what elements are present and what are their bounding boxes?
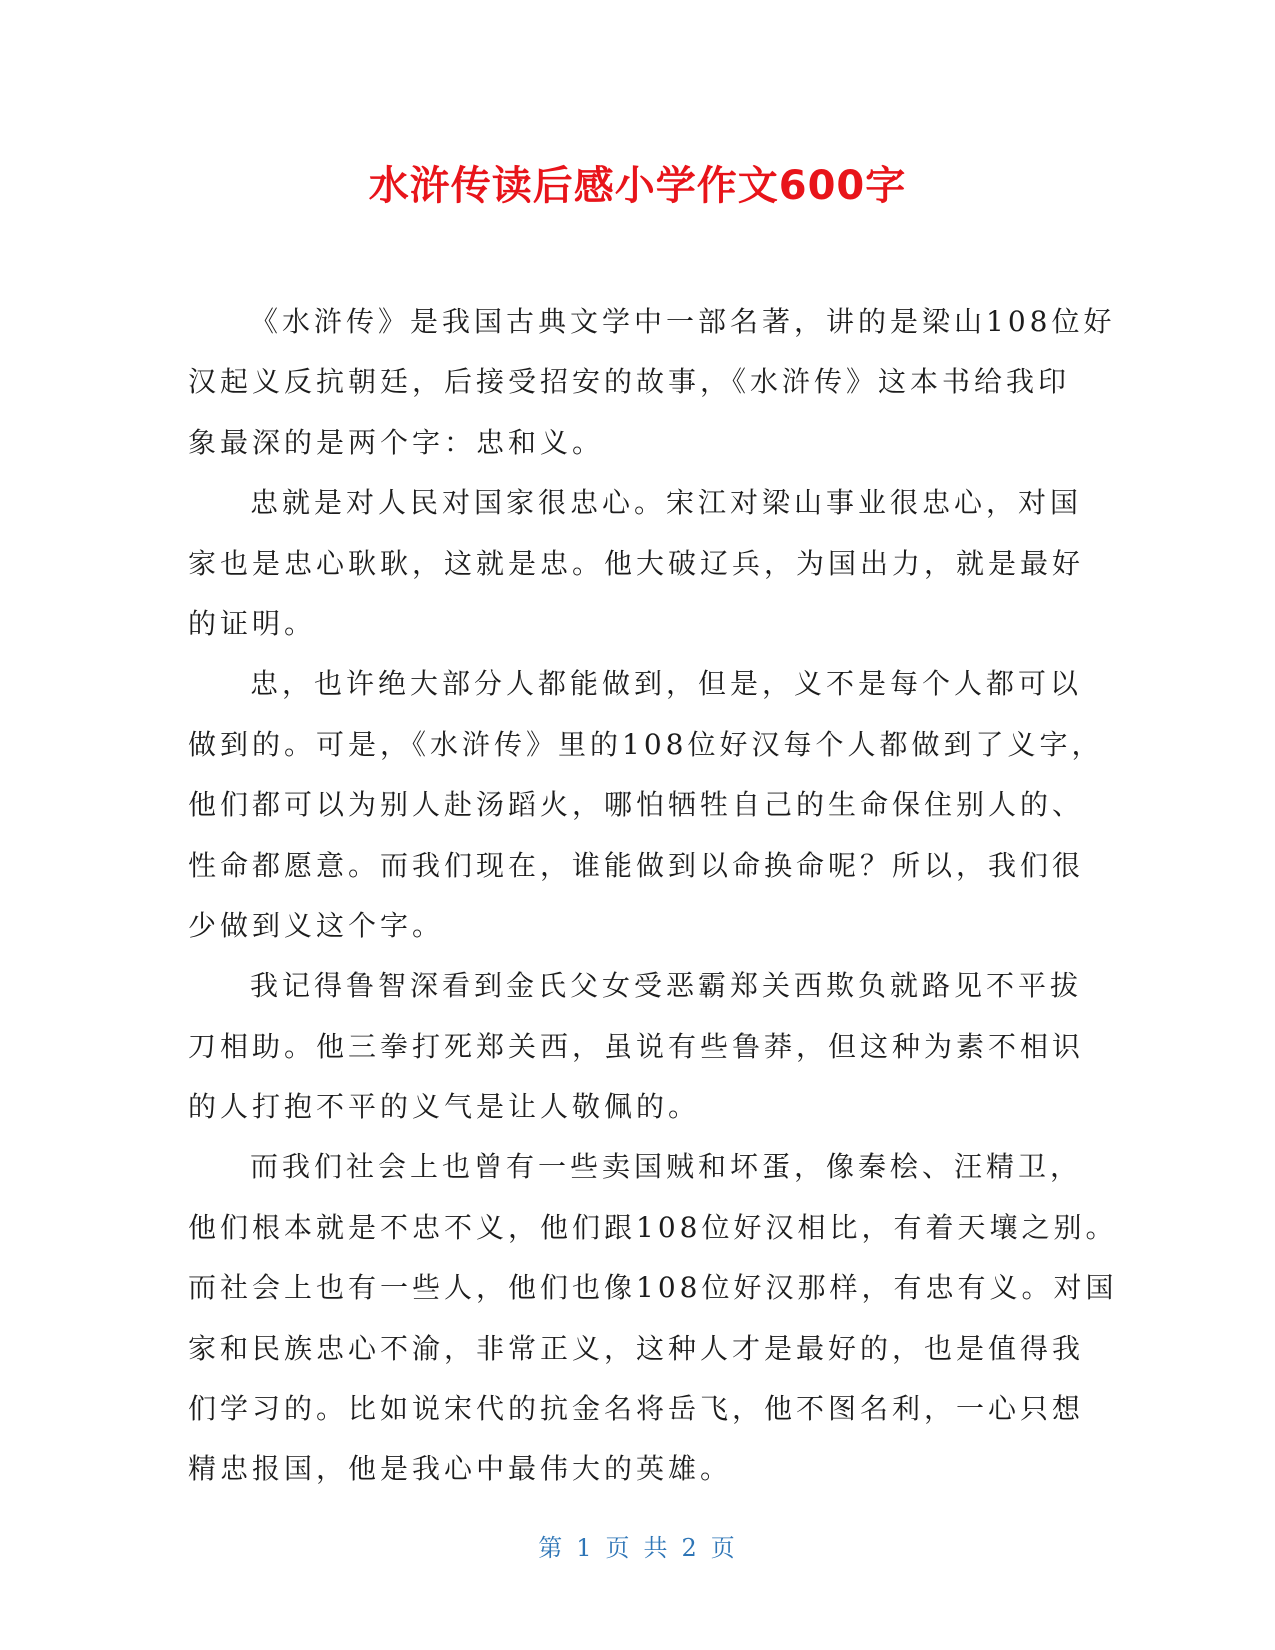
footer-total-pages: 2 [681, 1534, 699, 1562]
text-line: 而社会上也有一些人，他们也像108位好汉那样，有忠有义。对国 [188, 1271, 1118, 1305]
text-line: 忠就是对人民对国家很忠心。宋江对梁山事业很忠心，对国 [250, 486, 1083, 520]
text-line: 他们都可以为别人赴汤蹈火，哪怕牺牲自己的生命保住别人的、 [188, 788, 1085, 822]
text-line: 少做到义这个字。 [188, 908, 445, 942]
text-line: 汉起义反抗朝廷，后接受招安的故事，《水浒传》这本书给我印 [188, 365, 1071, 399]
text-line: 的证明。 [188, 606, 317, 640]
page-footer [0, 1532, 1275, 1564]
text-line: 家和民族忠心不渝，非常正义，这种人才是最好的，也是值得我 [188, 1331, 1085, 1365]
paragraph-2 [188, 473, 1088, 654]
text-line: 做到的。可是，《水浒传》里的108位好汉每个人都做到了义字， [188, 727, 1104, 761]
text-line: 们学习的。比如说宋代的抗金名将岳飞，他不图名利，一心只想 [188, 1392, 1085, 1426]
text-line: 《水浒传》是我国古典文学中一部名著，讲的是梁山108位好 [250, 305, 1116, 338]
paragraph-1 [188, 292, 1116, 473]
footer-page-label: 第 [538, 1534, 565, 1562]
paragraph-5 [188, 1137, 1118, 1499]
text-line: 忠，也许绝大部分人都能做到，但是，义不是每个人都可以 [250, 667, 1083, 701]
text-line: 性命都愿意。而我们现在，谁能做到以命换命呢？所以，我们很 [188, 848, 1085, 882]
text-line: 精忠报国，他是我心中最伟大的英雄。 [188, 1452, 733, 1486]
text-line: 他们根本就是不忠不义，他们跟108位好汉相比，有着天壤之别。 [188, 1210, 1118, 1244]
text-line: 而我们社会上也曾有一些卖国贼和坏蛋，像秦桧、汪精卫， [250, 1150, 1083, 1184]
document-title: 水浒传读后感小学作文600字 [368, 163, 907, 209]
text-line: 我记得鲁智深看到金氏父女受恶霸郑关西欺负就路见不平拔 [250, 969, 1083, 1003]
paragraph-3 [188, 654, 1104, 956]
text-line: 象最深的是两个字：忠和义。 [188, 425, 605, 459]
document-body [188, 292, 1118, 1500]
paragraph-4 [188, 956, 1088, 1137]
footer-current-page: 1 [576, 1534, 594, 1562]
text-line: 的人打抱不平的义气是让人敬佩的。 [188, 1090, 701, 1124]
footer-page-unit: 页 [605, 1534, 632, 1562]
text-line: 家也是忠心耿耿，这就是忠。他大破辽兵，为国出力，就是最好 [188, 546, 1085, 580]
text-line: 刀相助。他三拳打死郑关西，虽说有些鲁莽，但这种为素不相识 [188, 1029, 1085, 1063]
footer-total-unit: 页 [710, 1534, 737, 1562]
footer-total-label: 共 [643, 1534, 670, 1562]
